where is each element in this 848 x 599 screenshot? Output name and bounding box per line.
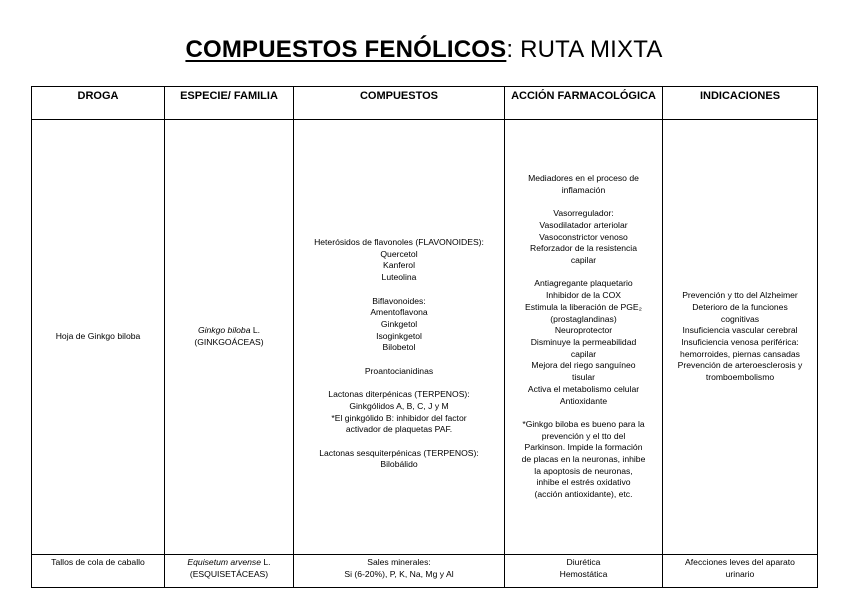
cell-line: Bilobetol: [382, 342, 416, 353]
cell-line: Afecciones leves del aparato: [685, 557, 795, 567]
cell-line: cognitivas: [720, 313, 760, 324]
species-author: L.: [261, 557, 271, 567]
header-accion: ACCIÓN FARMACOLÓGICA: [505, 87, 663, 120]
species-name: Equisetum arvense: [187, 557, 261, 567]
cell-line: Isoginkgetol: [376, 330, 422, 341]
cell-line: Prevención y tto del Alzheimer: [682, 290, 798, 301]
cell-especie: [165, 120, 294, 555]
line-spacer: [508, 267, 659, 279]
cell-droga: [32, 120, 165, 555]
cell-line: tromboembolismo: [705, 372, 775, 383]
family-name: (GINKGOÁCEAS): [194, 337, 264, 347]
cell-compuestos: [294, 120, 505, 555]
cell-line: Quercetol: [380, 248, 418, 259]
cell-line: Ginkgetol: [380, 318, 418, 329]
cell-line: urinario: [725, 568, 755, 579]
cell-line: Insuficiencia venosa periférica:: [681, 337, 799, 347]
cell-line: Sales minerales:: [367, 557, 431, 567]
cell-line: capilar: [570, 255, 597, 266]
cell-line: prevención y el tto del: [541, 430, 626, 441]
cell-line: Amentoflavona: [370, 307, 428, 318]
header-indicaciones: INDICACIONES: [663, 87, 818, 120]
cell-line: Biflavonoides:: [372, 295, 426, 306]
cell-line: Proantocianidinas: [364, 365, 434, 376]
cell-line: Inhibidor de la COX: [546, 290, 621, 301]
species-author: L.: [250, 325, 261, 336]
cell-line: Diurética: [566, 557, 601, 567]
line-spacer: [297, 284, 501, 296]
droga-text: Tallos de cola de caballo: [51, 557, 145, 567]
table-row: [32, 555, 818, 588]
header-compuestos: COMPUESTOS: [294, 87, 505, 120]
cell-line: Bilobálido: [380, 459, 418, 470]
line-spacer: [297, 377, 501, 389]
header-especie: ESPECIE/ FAMILIA: [165, 87, 294, 120]
line-spacer: [508, 407, 659, 419]
cell-line: Antioxidante: [559, 395, 608, 406]
cell-line: de placas en la neuronas, inhibe: [521, 454, 646, 464]
especie-line: [168, 325, 290, 337]
cell-line: Heterósidos de flavonoles (FLAVONOIDES):: [314, 237, 484, 247]
family-name: (ESQUISETÁCEAS): [189, 568, 269, 579]
cell-line: Lactonas diterpénicas (TERPENOS):: [328, 389, 470, 400]
cell-indicaciones: [663, 120, 818, 555]
especie-line: [168, 557, 290, 569]
cell-line: Estimula la liberación de PGE₂: [524, 301, 643, 312]
cell-line: Disminuye la permeabilidad: [530, 336, 637, 347]
cell-line: Luteolina: [381, 272, 417, 283]
cell-line: inflamación: [561, 184, 606, 195]
cell-line: Antiagregante plaquetario: [534, 278, 633, 289]
species-name: Ginkgo biloba: [197, 325, 251, 336]
cell-line: la apoptosis de neuronas,: [534, 465, 633, 476]
cell-line: (acción antioxidante), etc.: [534, 489, 633, 500]
droga-text: Hoja de Ginkgo biloba: [55, 331, 141, 342]
cell-indicaciones: [663, 555, 818, 588]
cell-line: Si (6-20%), P, K, Na, Mg y Al: [344, 568, 454, 579]
cell-line: Ginkgólidos A, B, C, J y M: [349, 400, 449, 411]
cell-line: capilar: [570, 348, 597, 359]
cell-line: Mejora del riego sanguíneo: [531, 360, 636, 371]
header-droga: DROGA: [32, 87, 165, 120]
cell-line: Insuficiencia vascular cerebral: [682, 325, 798, 336]
cell-line: Neuroprotector: [554, 325, 613, 336]
cell-line: Mediadores en el proceso de: [528, 173, 639, 184]
cell-accion: [505, 120, 663, 555]
cell-line: Vasodilatador arteriolar: [539, 219, 628, 230]
cell-line: Hemostática: [559, 568, 608, 579]
table-row: [32, 120, 818, 555]
cell-line: Reforzador de la resistencia: [530, 243, 637, 254]
cell-line: Deterioro de la funciones: [692, 301, 788, 312]
cell-line: *Ginkgo biloba es bueno para la: [522, 418, 645, 429]
table-header-row: [32, 87, 818, 120]
cell-line: inhibe el estrés oxidativo: [536, 477, 631, 488]
compounds-table: [31, 86, 818, 588]
cell-line: Activa el metabolismo celular: [527, 383, 640, 394]
cell-line: (prostaglandinas): [550, 313, 617, 324]
cell-especie: [165, 555, 294, 588]
cell-line: tisular: [572, 372, 595, 383]
line-spacer: [297, 436, 501, 448]
cell-line: Parkinson. Impide la formación: [524, 442, 643, 453]
line-spacer: [508, 197, 659, 209]
cell-line: activador de plaquetas PAF.: [345, 424, 453, 435]
cell-line: Vasorregulador:: [553, 208, 614, 219]
line-spacer: [297, 354, 501, 366]
cell-compuestos: [294, 555, 505, 588]
cell-line: Kanferol: [382, 260, 415, 271]
cell-accion: [505, 555, 663, 588]
title-rest: : RUTA MIXTA: [506, 36, 663, 63]
title-main: COMPUESTOS FENÓLICOS: [185, 36, 507, 63]
page-title: [0, 36, 848, 64]
cell-line: Vasoconstrictor venoso: [539, 231, 628, 242]
cell-line: Lactonas sesquiterpénicas (TERPENOS):: [319, 447, 479, 458]
cell-line: *El ginkgólido B: inhibidor del factor: [331, 412, 467, 423]
cell-line: Prevención de arteroesclerosis y: [677, 360, 803, 371]
cell-droga: [32, 555, 165, 588]
cell-line: hemorroides, piernas cansadas: [680, 348, 800, 359]
